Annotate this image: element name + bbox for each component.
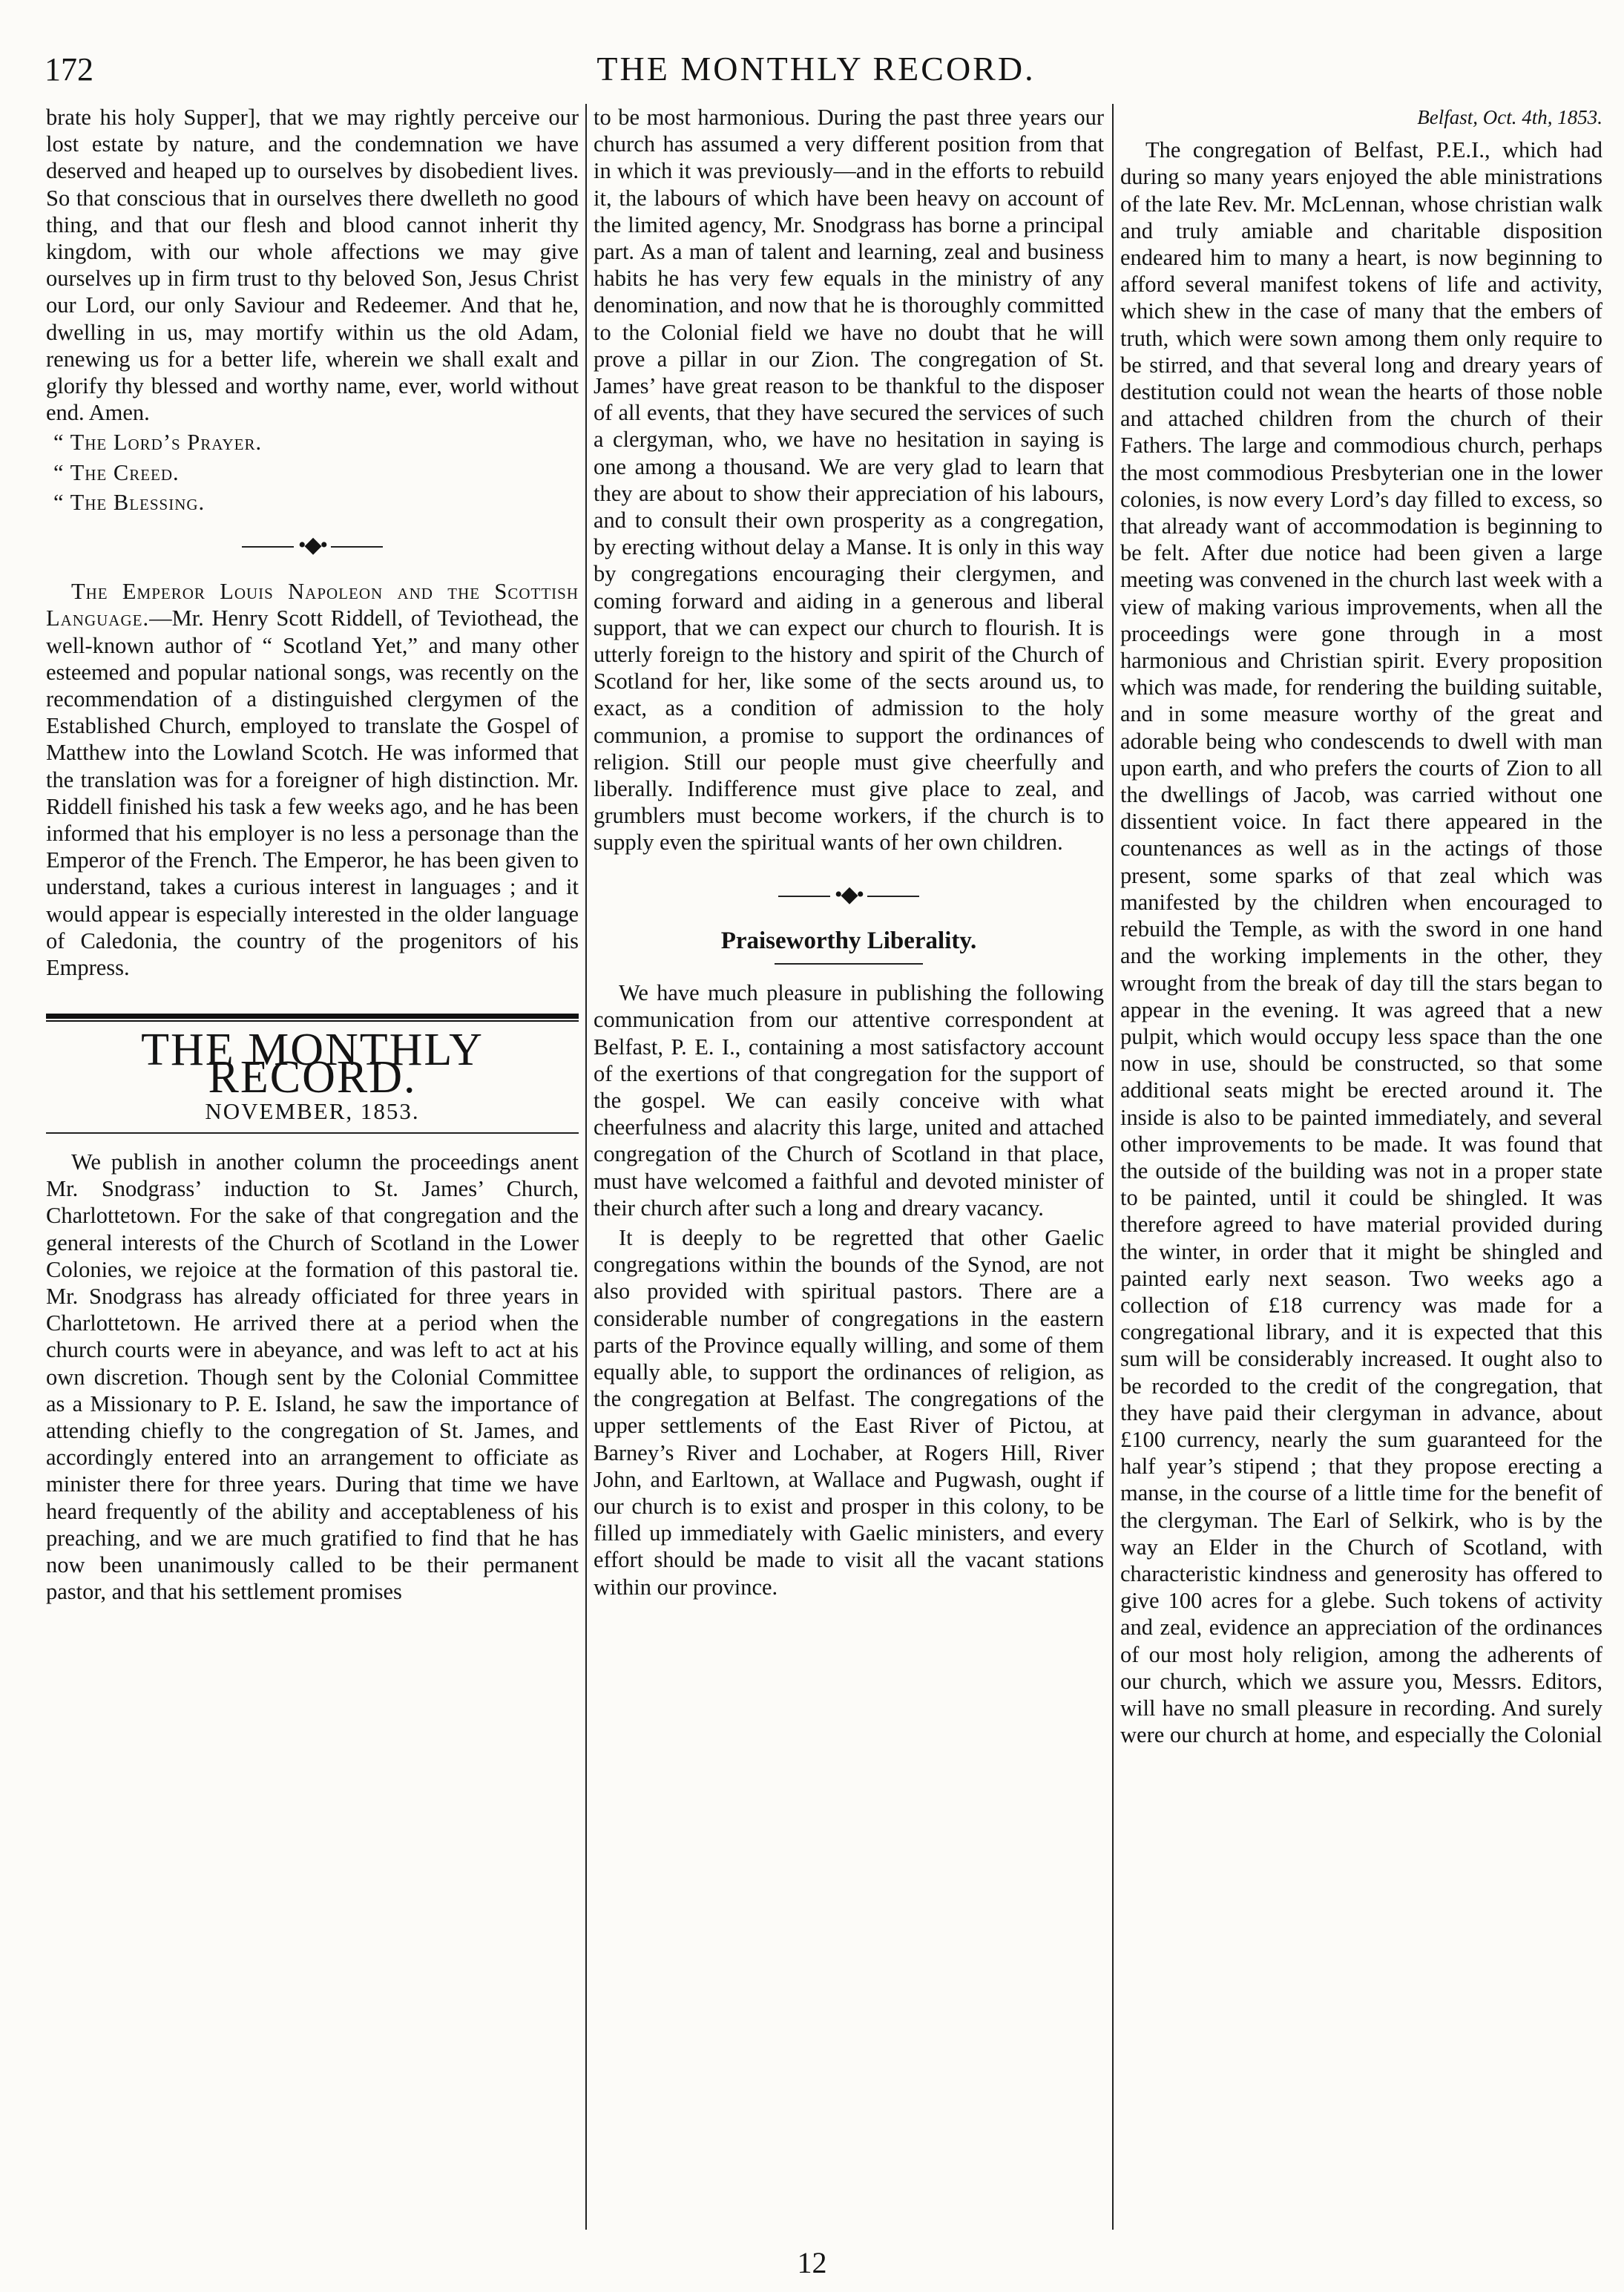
column-1	[46, 104, 579, 1608]
dateline: Belfast, Oct. 4th, 1853.	[1417, 106, 1602, 128]
running-title: THE MONTHLY RECORD.	[596, 50, 1036, 88]
article-text: It is deeply to be regretted that other Gaelic congregations within the bounds of the Synod, are not also provided with spiritual pastors. There are a considerable number of congregations in the eastern parts of the Province equally willing, and some of them equally able, to support the ordinances of religion, as the congregation at Belfast. The congregations of the upper settlements of the East River of Pictou, at Barney’s River and Lochaber, at Rogers Hill, River John, and Earltown, at Wallace and Pugwash, ought if our church is to exist and prosper in this colony, to be filled up immediately with Gaelic ministers, and every effort should be made to visit all the vacant stations within our province.	[594, 1224, 1104, 1600]
prayer-list	[46, 429, 579, 516]
prayer-text: brate his holy Supper], that we may rightly perceive our lost estate by nature, and the condemnation we have deserved and heaped up to ourselves by disobedient lives. So that conscious that in ourselves there dwelleth no good thing, and that our flesh and blood cannot inherit thy kingdom, with our whole affections we may give ourselves up in firm trust to thy beloved Son, Jesus Christ our Lord, our only Saviour and Redeemer. And that he, dwelling in us, may mortify within us the old Adam, renewing us for a better life, wherein we shall exalt and glorify thy blessed and worthy name, ever, world without end. Amen.	[46, 105, 579, 426]
column-rule	[1112, 104, 1114, 2230]
column-3	[1120, 104, 1602, 1751]
column-rule	[585, 104, 587, 2230]
ornament-divider: •◆•	[594, 881, 1104, 908]
article-text: We have much pleasure in publishing the following communication from our attentive correspondent at Belfast, P. E. I., containing a most satisfactory account of the exertions of that congregation for the support of the gospel. We can easily conceive with what cheerfulness and alacrity this large, united and attached congregation of the Church of Scotland in that place, must have welcomed a faithful and devoted minister of their church after such a long and dreary vacancy.	[594, 980, 1104, 1221]
masthead-rule	[46, 1020, 579, 1022]
page-header	[45, 45, 1588, 96]
signature-mark: 12	[797, 2246, 827, 2279]
ornament-divider: •◆•	[46, 532, 579, 559]
editorial-continued: to be most harmonious. During the past three years our church has assumed a very different position from that in which it was previously—and in the efforts to rebuild it, the labours of which have been heavy on account of the limited agency, Mr. Snodgrass has borne a principal part. As a man of talent and learning, zeal and business habits he has very few equals in the ministry of any denomination, and now that he is thoroughly committed to the Colonial field we have no doubt that he will prove a pillar in our Zion. The congregation of St. James’ have great reason to be thankful to the disposer of all events, that they have secured the services of such a clergyman, who, we have no hesitation in saying is one among a thousand. We are very glad to learn that they are about to show their appreciation of his labours, and to consult their own prosperity as a congregation, by erecting without delay a Manse. It is only in this way by congregations encouraging their clergymen, and coming forward and aiding in a generous and liberal support, that we can expect our church to flourish. It is utterly foreign to the history and spirit of the Church of Scotland for her, like some of the sects around us, to exact, as a condition of admission to the holy communion, a promise to support the ordinances of religion. Still our people must give cheerfully and liberally. Indifference must give place to zeal, and grumblers must become workers, if the church is to supply even the spiritual wants of her own children.	[594, 105, 1104, 856]
masthead-rule	[46, 1132, 579, 1134]
masthead-date: NOVEMBER, 1853.	[205, 1097, 420, 1124]
page-number: 172	[45, 51, 93, 88]
list-item: “ The Lord’s Prayer.	[53, 430, 263, 456]
masthead-rule	[46, 1014, 579, 1019]
column-2	[594, 104, 1104, 1603]
title-rule	[775, 963, 923, 965]
list-item: “ The Creed.	[53, 459, 180, 485]
letter-text: The congregation of Belfast, P.E.I., which had during so many years enjoyed the able ministrations of the late Rev. Mr. McLennan, whose christian walk and truly amiable and charitable disposition endeared him to many a heart, is now beginning to afford several manifest tokens of life and activity, which shew in the case of many that the embers of truth, which were sown among them only require to be stirred, and that several long and dreary years of destitution could not wean the hearts of those noble and attached children from the church of their Fathers. The large and commodious church, perhaps the most commodious Presbyterian one in the lower colonies, is now every Lord’s day filled to excess, so that already want of accommodation is beginning to be felt. After due notice had been given a large meeting was convened in the church last week with a view of making various improvements, when all the proceedings were gone through in a most harmonious and Christian spirit. Every proposition which was made, for rendering the building suitable, and in some measure worthy of the great and adorable being who condescends to dwell with man upon earth, and who prefers the courts of Zion to all the dwellings of Jacob, was carried without one dissentient voice. In fact there appeared in the countenances as well as in the actings of those present, some sparks of that zeal which was manifested by the children when encouraged to rebuild the Temple, as with the sword in one hand and the working implements in the other, they wrought from the break of day till the stars began to appear in the evening. It was agreed that a new pulpit, which would occupy less space than the one now in use, should be constructed, so that some additional seats might be erected around it. The inside is also to be painted immediately, and several other improvements to be made. It was found that the outside of the building was not in a proper state to be painted, until it could be shingled. It was therefore agreed to have material provided during the winter, in order that it might be shingled and painted early next season. Two weeks ago a collection of £18 currency was made for a congregational library, and it is expected that this sum will be considerably increased. It ought also to be recorded to the credit of the congregation, that they have paid their clergyman in advance, about £100 currency, nearly the sum guaranteed for the half year’s stipend ; that they propose erecting a manse, in the course of a little time for the benefit of the clergyman. The Earl of Selkirk, who is by the way an Elder in the Church of Scotland, with characteristic kindness and generosity has offered to give 100 acres for a glebe. Such tokens of activity and zeal, evidence an appreciation of the ordinances of our most holy religion, among the adherents of our church, which we assure you, Messrs. Editors, will have no small pleasure in recording. And surely were our church at home, and especially the Colonial	[1120, 137, 1602, 1748]
article-title: The Emperor Louis Napoleon and the Scottish Language.	[46, 579, 579, 631]
article-text: —Mr. Henry Scott Riddell, of Teviothead, the well-known author of “ Scotland Yet,” and many other esteemed and popular national songs, was recently on the recommendation of a distinguished clergymen of the Established Church, employed to translate the Gospel of Matthew into the Lowland Scotch. He was informed that the translation was for a foreigner of high distinction. Mr. Riddell finished his task a few weeks ago, and he has been informed that his employer is no less a personage than the Emperor of the French. The Emperor, he has been given to understand, takes a curious interest in languages ; and it would appear is especially interested in the older language of Caledonia, the country of the progenitors of his Empress.	[46, 605, 579, 981]
list-item: “ The Blessing.	[53, 489, 206, 515]
section-title: Praiseworthy Liberality.	[720, 927, 977, 954]
editorial-text: We publish in another column the proceedings anent Mr. Snodgrass’ induction to St. James’ Church, Charlottetown. For the sake of that congregation and the general interests of the Church of Scotland in the Lower Colonies, we rejoice at the formation of this pastoral tie. Mr. Snodgrass has already officiated for three years in Charlottetown. He arrived there at a period when the church courts were in abeyance, and was left to act at his own discretion. Though sent by the Colonial Committee as a Missionary to P. E. Island, he saw the importance of attending chiefly to the congregation of St. James, and accordingly entered into an arrangement to officiate as minister there for three years. During that time we have heard frequently of the ability and acceptableness of his preaching, and we are much gratified to find that he has now been unanimously called to be their permanent pastor, and that his settlement promises	[46, 1149, 579, 1605]
masthead: THE MONTHLY RECORD.	[141, 1025, 484, 1103]
